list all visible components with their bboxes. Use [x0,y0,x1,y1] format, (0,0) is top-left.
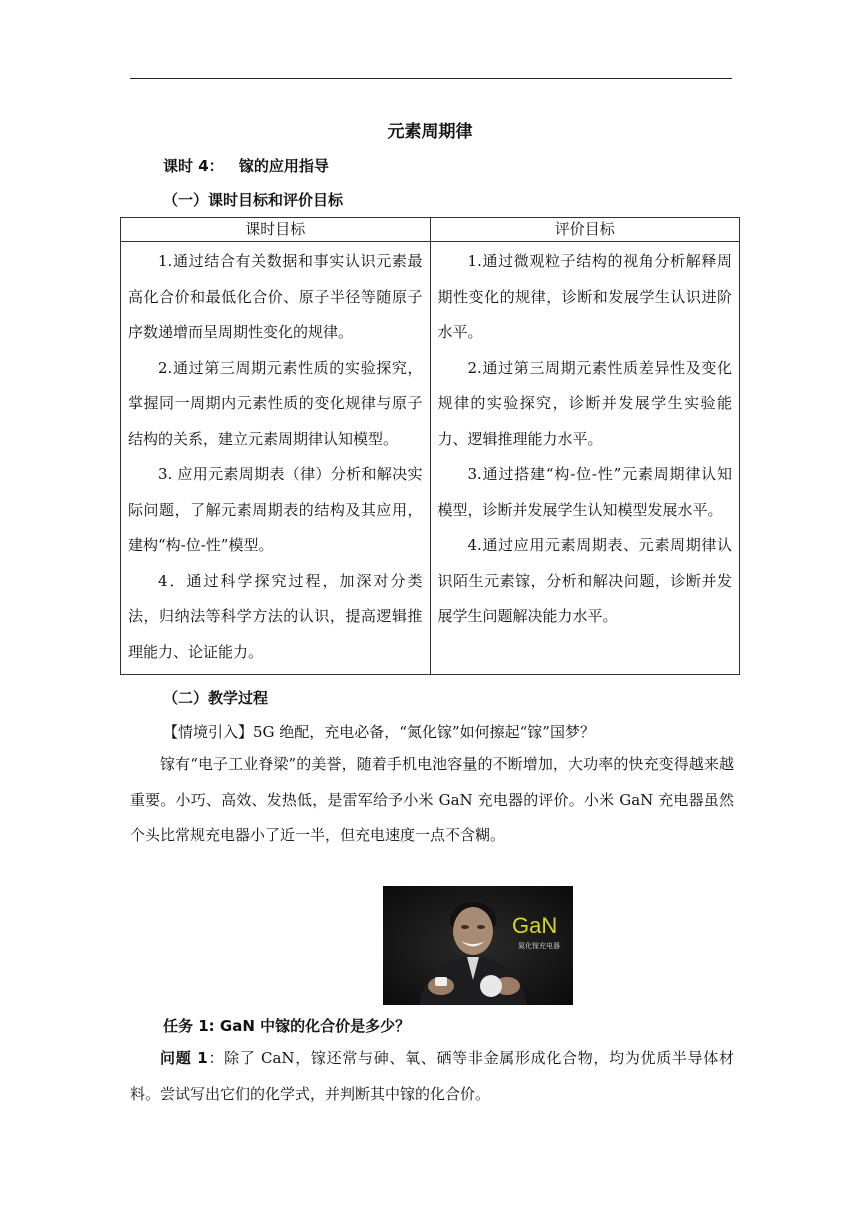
column-header-lesson-goals: 课时目标 [121,218,431,242]
lesson-goals-cell [121,242,431,675]
evaluation-goal-item: 2.通过第三周期元素性质差异性及变化规律的实验探究，诊断并发展学生实验能力、逻辑推理能力水平。 [437,358,732,448]
lesson-goal-item: 1.通过结合有关数据和事实认识元素最高化合价和最低化合价、原子半径等随原子序数递增而呈周期性变化的规律。 [128,252,423,341]
table-row [121,242,740,675]
gan-logo-text: GaN [512,913,558,938]
lesson-goal-item: 4．通过科学探究过程，加深对分类法，归纳法等科学方法的认识，提高逻辑推理能力、论证能力。 [128,571,423,661]
document-title: 元素周期律 [387,122,473,142]
evaluation-goal-item: 4.通过应用元素周期表、元素周期律认识陌生元素镓，分析和解决问题，诊断并发展学生问题解决能力水平。 [437,536,732,625]
gan-caption-text: 氮化镓充电器 [518,942,560,950]
column-header-evaluation-goals: 评价目标 [430,218,740,242]
header-rule [130,78,732,79]
presenter-illustration [383,886,573,1005]
evaluation-goal-item: 3.通过搭建“构-位-性”元素周期律认知模型，诊断并发展学生认知模型发展水平。 [437,465,732,519]
body-paragraph: 镓有“电子工业脊梁”的美誉，随着手机电池容量的不断增加，大功率的快充变得越来越重要。小巧、高效、发热低，是雷军给予小米 GaN 充电器的评价。小米 GaN 充电器虽然个头比常规充电器小了近一半，但充电速度一点不含糊。 [130,755,734,844]
table-header-row [121,218,740,242]
lesson-goal-item: 2.通过第三周期元素性质的实验探究，掌握同一周期内元素性质的变化规律与原子结构的关系，建立元素周期律认知模型。 [128,358,423,448]
lesson-heading [163,156,329,176]
gan-charger-photo [383,886,573,1005]
question-1-paragraph [130,1041,734,1112]
lesson-goal-item: 3. 应用元素周期表（律）分析和解决实际问题，了解元素周期表的结构及其应用，建构“构-位-性”模型。 [128,465,423,554]
evaluation-goals-cell [430,242,740,675]
question-1-label: 问题 1 [160,1049,208,1067]
section-heading-goals: （一）课时目标和评价目标 [163,191,344,209]
lesson-title: 镓的应用指导 [238,157,329,175]
goals-table [120,217,740,675]
task-1-heading: 任务 1: GaN 中镓的化合价是多少？ [163,1017,411,1035]
intro-line: 【情境引入】5G 绝配，充电必备，“氮化镓”如何擦起“镓”国梦？ [163,723,595,741]
section-heading-process: （二）教学过程 [163,689,269,707]
question-1-text: ：除了 CaN，镓还常与砷、氧、硒等非金属形成化合物，均为优质半导体材料。尝试写出它们的化学式，并判断其中镓的化合价。 [130,1049,734,1103]
lesson-label: 课时 4： [163,157,224,175]
evaluation-goal-item: 1.通过微观粒子结构的视角分析解释周期性变化的规律，诊断和发展学生认识进阶水平。 [437,252,732,341]
